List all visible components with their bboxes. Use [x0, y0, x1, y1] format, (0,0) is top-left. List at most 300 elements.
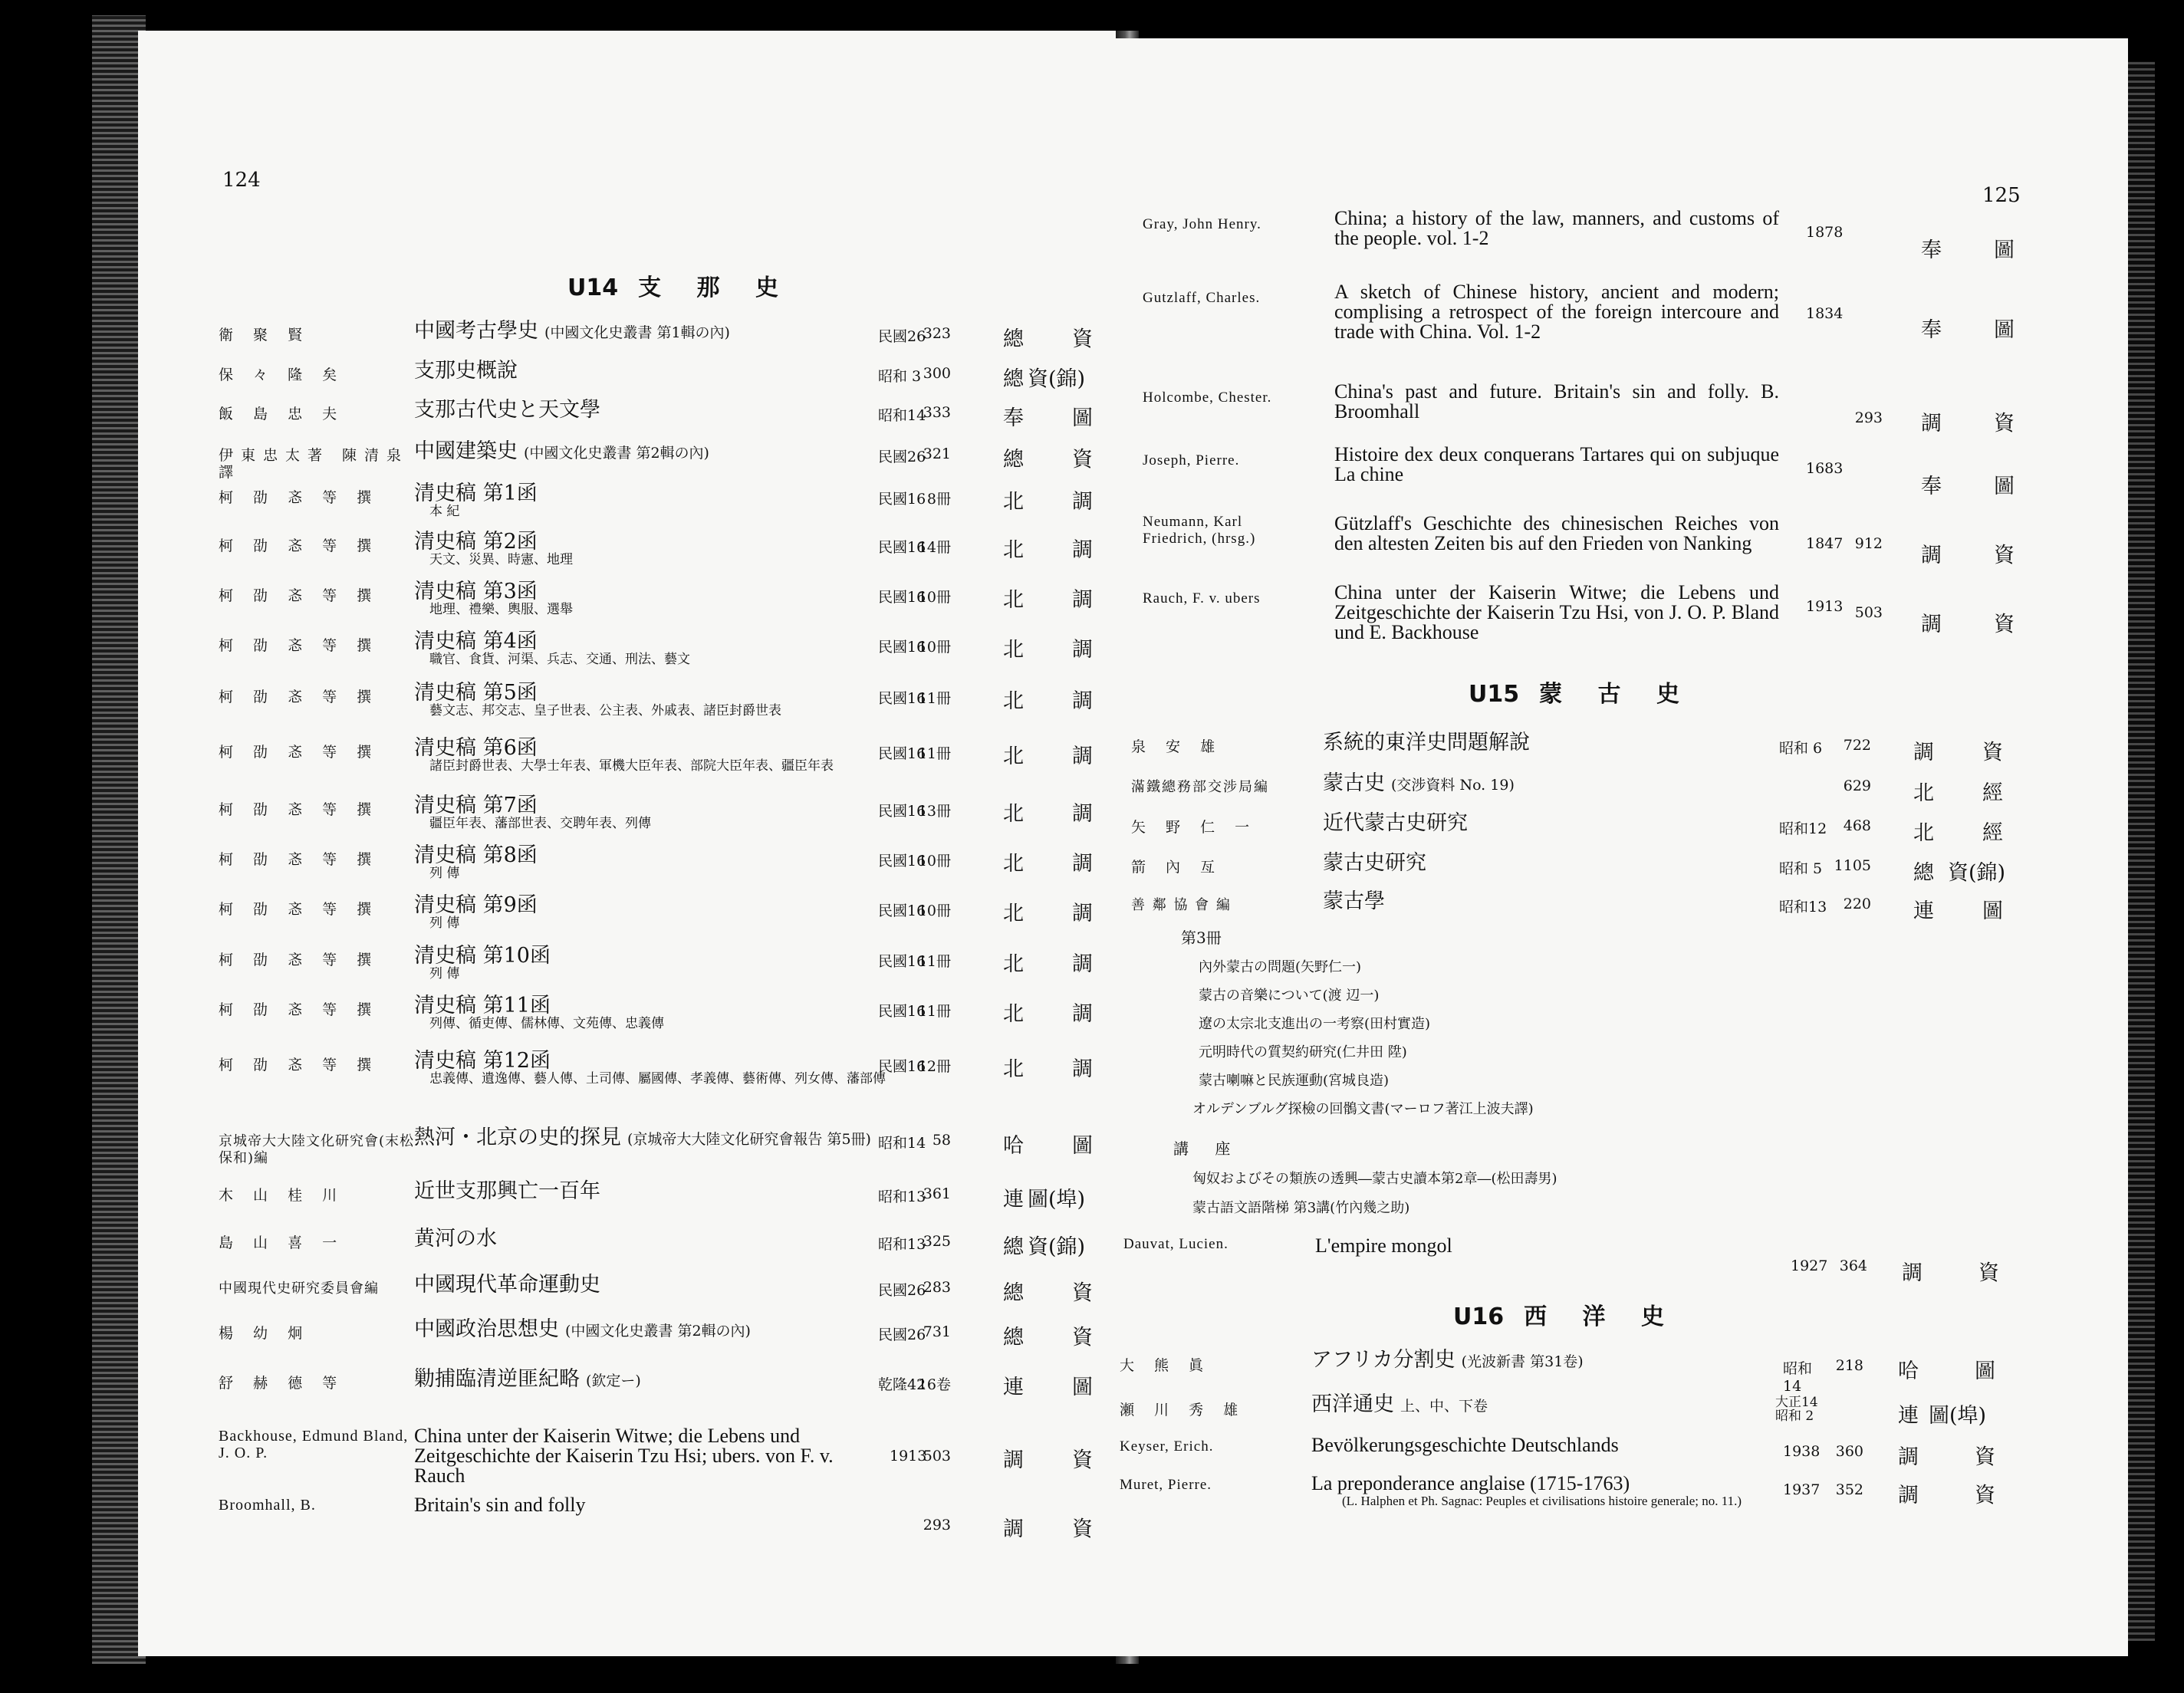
contents-item: 元明時代の質契約研究(仁井田 陞) [1199, 1044, 1407, 1060]
author-cell: 柯 劭 忞 等 撰 [219, 489, 380, 506]
title-cell [414, 321, 890, 342]
title-subtext: (京城帝大大陸文化研究會報告 第5冊) [627, 1131, 871, 1148]
location-1: 北 [1003, 588, 1024, 612]
table-row [138, 1425, 1123, 1487]
title-text: 清史稿 第8函 [414, 843, 538, 867]
pages-cell: 11冊 [917, 1003, 951, 1020]
title-text: 中國現代革命運動史 [414, 1273, 600, 1297]
author-cell: 瀬 川 秀 雄 [1120, 1402, 1246, 1419]
pages-cell: 220 [1843, 896, 1871, 912]
table-row [138, 631, 1123, 677]
pages-cell: 283 [923, 1279, 951, 1296]
author-cell: 柯 劭 忞 等 撰 [219, 637, 380, 654]
author-cell: Dauvat, Lucien. [1123, 1236, 1228, 1252]
title-cell: L'empire mongol [1315, 1234, 1452, 1257]
author-cell: 柯 劭 忞 等 撰 [219, 744, 380, 761]
pages-cell: 300 [923, 365, 951, 382]
title-subtext: 上、中、下卷 [1400, 1398, 1488, 1415]
title-text: 系統的東洋史問題解說 [1323, 731, 1530, 754]
table-row [138, 483, 1123, 529]
table-row [138, 895, 1123, 941]
title-cell [414, 441, 890, 462]
author-cell: Rauch, F. v. ubers [1143, 590, 1261, 607]
location-2: 經 [1982, 821, 2003, 845]
pages-cell: 10冊 [917, 589, 951, 606]
title-text: Britain's sin and folly [414, 1494, 586, 1516]
location-2: 圖 [1994, 238, 2015, 262]
title-cell [414, 1127, 890, 1149]
table-row [1108, 445, 2128, 514]
title-text: 西洋通史 [1311, 1392, 1394, 1416]
author-cell: 楊 幼 炯 [219, 1325, 311, 1342]
title-text: 近世支那興亡一百年 [414, 1179, 600, 1203]
title-subtext: 地理、禮樂、輿服、選舉 [429, 602, 573, 617]
title-text: 中國政治思想史 [414, 1317, 559, 1341]
table-row [138, 531, 1123, 577]
title-text: 支那古代史と天文學 [414, 398, 600, 422]
location-2: 資 [1982, 741, 2003, 764]
contents-item: 遼の太宗北支進出の一考察(田村實造) [1199, 1016, 1431, 1032]
author-cell: 柯 劭 忞 等 撰 [219, 801, 380, 818]
title-subtext: (交涉資料 No. 19) [1391, 777, 1515, 794]
section-code: U15 [1469, 681, 1520, 708]
author-cell: 木 山 桂 川 [219, 1187, 345, 1204]
title-cell [1323, 732, 1783, 754]
title-cell [1311, 1474, 1787, 1508]
year-cell: 1937 [1783, 1481, 1821, 1498]
pages-cell: 11冊 [917, 745, 951, 762]
location-2: 調 [1072, 588, 1093, 612]
title-cell [414, 1495, 874, 1515]
title-subtext: (光波新書 第31卷) [1461, 1353, 1584, 1370]
location-2: 調 [1072, 538, 1093, 562]
table-row [138, 1050, 1123, 1096]
location-2: 資 [1975, 1445, 1995, 1469]
year-cell: 1938 [1783, 1443, 1821, 1460]
location-1: 北 [1003, 902, 1024, 925]
lecture-heading: 講 座 [1173, 1139, 1242, 1158]
title-text: 清史稿 第6函 [414, 736, 538, 760]
year-cell: 民國16 [878, 1058, 926, 1075]
location-2: 資 [1994, 613, 2015, 636]
title-cell [414, 1369, 890, 1390]
title-subtext: 列 傳 [429, 966, 460, 981]
location-1: 哈 [1003, 1134, 1024, 1158]
location-2: 圖 [1975, 1359, 1995, 1383]
location-2: 調 [1072, 490, 1093, 514]
location-1: 哈 [1898, 1359, 1919, 1383]
title-text: China unter der Kaiserin Witwe; die Lebens und Zeitgeschichte der Kaiserin Tzu Hsi; ubers. von F. v. Rauch [414, 1425, 834, 1487]
year-cell: 民國16 [878, 953, 926, 970]
table-row [138, 581, 1123, 627]
lecture-item: 匈奴およびその類族の透興―蒙古史讀本第2章―(松田壽男) [1192, 1171, 1557, 1187]
year-cell: 民國16 [878, 853, 926, 870]
year-cell: 昭和 5 [1779, 860, 1823, 877]
contents-item: 蒙古の音樂について(渡 辺一) [1199, 988, 1380, 1004]
location-1: 北 [1003, 852, 1024, 876]
location-1: 北 [1003, 689, 1024, 713]
title-cell [1311, 1435, 1787, 1455]
title-subtext: 本 紀 [429, 504, 460, 519]
location-1: 調 [1902, 1261, 1923, 1285]
title-text: 清史稿 第11函 [414, 994, 551, 1017]
pages-cell: 321 [923, 445, 951, 462]
section-heading-u16 [1453, 1297, 1678, 1331]
author-cell: Backhouse, Edmund Bland, J. O. P. [219, 1428, 409, 1461]
location-1: 連 [1913, 899, 1934, 923]
location-2: 調 [1072, 745, 1093, 768]
location-2: 經 [1982, 781, 2003, 805]
location-1: 調 [1898, 1484, 1919, 1507]
location-1: 北 [1003, 638, 1024, 662]
table-row [1108, 282, 2128, 351]
title-cell: Histoire dex deux conquerans Tartares qui on subjuque La chine [1334, 443, 1779, 485]
location-2: 圖 [1072, 406, 1093, 430]
title-subtext: 藝文志、邦交志、皇子世表、公主表、外戚表、諸臣封爵世表 [429, 703, 781, 718]
location-2: 資 [1072, 1281, 1093, 1305]
table-row [138, 1181, 1123, 1227]
year-cell: 民國16 [878, 803, 926, 820]
title-text: 清史稿 第9函 [414, 893, 538, 917]
title-cell: China; a history of the law, manners, and customs of the people. vol. 1-2 [1334, 207, 1779, 249]
title-cell: Gützlaff's Geschichte des chinesischen Reiches von den altesten Zeiten bis auf den Frieden von Nanking [1334, 512, 1779, 554]
title-cell [414, 531, 890, 567]
table-row [1108, 891, 2128, 929]
title-text: 黄河の水 [414, 1227, 497, 1251]
location-1: 奉 [1921, 238, 1942, 262]
author-cell: 柯 劭 忞 等 撰 [219, 1001, 380, 1018]
title-text: 勦捕臨清逆匪紀略 [414, 1367, 580, 1391]
table-row [138, 1127, 1123, 1173]
table-row [1108, 773, 2128, 811]
title-subtext: 列 傳 [429, 916, 460, 931]
table-row [1108, 514, 2128, 583]
table-row [1108, 209, 2128, 278]
title-cell [414, 945, 890, 981]
year-cell: 昭和14 [1783, 1360, 1813, 1395]
author-cell: Keyser, Erich. [1120, 1438, 1214, 1455]
table-row [138, 845, 1123, 891]
title-text: 支那史概說 [414, 359, 518, 383]
title-cell [414, 1426, 874, 1486]
title-subtext: 諸臣封爵世表、大學士年表、軍機大臣年表、部院大臣年表、疆臣年表 [429, 758, 834, 774]
pages-cell: 14冊 [917, 539, 951, 556]
location-1: 北 [1913, 781, 1934, 805]
location-2: 資 [1975, 1484, 1995, 1507]
year-cell: 乾隆42 [878, 1376, 926, 1393]
title-cell: A sketch of Chinese history, ancient and modern; complising a retrospect of the foreign intercoure and trade with China. Vol. 1-2 [1334, 281, 1779, 343]
year-cell: 1913 [1806, 598, 1844, 615]
location-2: 圖(埠) [1028, 1188, 1086, 1211]
title-text: 清史稿 第2函 [414, 530, 538, 554]
title-subtext: 疆臣年表、藩部世表、交聘年表、列傳 [429, 816, 651, 831]
author-cell: 舒 赫 德 等 [219, 1375, 345, 1392]
table-row [138, 1319, 1123, 1365]
author-cell: 柯 劭 忞 等 撰 [219, 587, 380, 604]
title-cell: China's past and future. Britain's sin and folly. B. Broomhall [1334, 380, 1779, 422]
author-cell: Neumann, Karl Friedrich, (hrsg.) [1143, 514, 1256, 547]
pages-cell: 503 [923, 1448, 951, 1465]
location-1: 北 [1003, 538, 1024, 562]
table-row [138, 399, 1123, 445]
location-2: 資 [1072, 448, 1093, 472]
year-cell: 昭和 3 [878, 368, 922, 385]
title-subtext: (中國文化史叢書 第2輯の內) [565, 1323, 751, 1340]
year-cell: 昭和13 [878, 1188, 926, 1205]
author-cell: 衛 聚 賢 [219, 327, 311, 344]
title-cell [1323, 813, 1783, 834]
table-row [1108, 1394, 2128, 1440]
title-cell [414, 399, 890, 421]
author-cell: 箭 內 亙 [1131, 859, 1223, 876]
location-1: 總 [1003, 327, 1024, 351]
location-1: 總 [1003, 367, 1024, 391]
title-text: 蒙古史 [1323, 771, 1385, 795]
author-cell: Broomhall, B. [219, 1497, 316, 1514]
year-cell: 1847 [1806, 535, 1844, 552]
pages-cell: 218 [1835, 1357, 1863, 1374]
title-cell [1323, 773, 1783, 794]
title-text: 中國建築史 [414, 439, 518, 463]
contents-item: 內外蒙古の問題(矢野仁一) [1199, 959, 1362, 975]
pages-cell: 333 [923, 404, 951, 421]
table-row [138, 441, 1123, 487]
location-2: 資 [1994, 544, 2015, 567]
table-row [138, 1228, 1123, 1274]
year-cell: 昭和13 [1779, 899, 1827, 916]
pages-cell: 361 [923, 1185, 951, 1202]
pages-cell: 325 [923, 1233, 951, 1250]
author-cell: 大 熊 眞 [1120, 1357, 1212, 1374]
title-text: Bevölkerungsgeschichte Deutschlands [1311, 1434, 1619, 1456]
page-number-right: 125 [1982, 184, 2021, 207]
location-2: 調 [1072, 902, 1093, 925]
contents-item: オルデンブルグ探檢の回鶻文書(マーロフ著江上波夫譯) [1192, 1101, 1534, 1117]
title-text: 熱河・北京の史的探見 [414, 1126, 621, 1149]
author-cell: 矢 野 仁 一 [1131, 819, 1258, 836]
pages-cell: 8冊 [926, 491, 951, 508]
year-cell: 昭和14 [878, 407, 926, 424]
location-2: 資(錦) [1028, 1235, 1086, 1259]
author-cell: 泉 安 雄 [1131, 738, 1223, 755]
title-subtext: 職官、食貨、河渠、兵志、交通、刑法、藝文 [429, 652, 690, 667]
title-subtext: (L. Halphen et Ph. Sagnac: Peuples et civilisations histoire generale; no. 11.) [1342, 1494, 1742, 1508]
location-2: 資 [1994, 412, 2015, 436]
location-1: 總 [1003, 448, 1024, 472]
year-cell: 昭和 6 [1779, 740, 1823, 757]
table-row [1108, 1349, 2128, 1395]
year-cell: 民國16 [878, 1003, 926, 1020]
pages-cell: 11冊 [917, 690, 951, 707]
author-cell: 柯 劭 忞 等 撰 [219, 537, 380, 554]
table-row [1108, 853, 2128, 891]
year-cell: 民國16 [878, 491, 926, 508]
title-cell [414, 1274, 890, 1296]
title-text: 清史稿 第12函 [414, 1049, 551, 1073]
title-cell [1323, 853, 1783, 874]
table-row [1108, 732, 2128, 771]
pages-cell: 10冊 [917, 853, 951, 870]
pages-cell: 323 [923, 325, 951, 342]
table-row [138, 1274, 1123, 1320]
title-cell [414, 1228, 890, 1250]
contents-item: 蒙古喇嘛と民族運動(宮城良造) [1199, 1073, 1390, 1089]
location-1: 調 [1003, 1517, 1024, 1541]
year-cell: 昭和12 [1779, 820, 1827, 837]
left-page [138, 31, 1123, 1656]
location-2: 圖 [1994, 475, 2015, 498]
title-cell [414, 581, 890, 617]
title-text: 中國考古學史 [414, 319, 538, 343]
pages-cell: 10冊 [917, 902, 951, 919]
location-2: 圖(埠) [1929, 1404, 1987, 1428]
title-cell: China unter der Kaiserin Witwe; die Lebens und Zeitgeschichte der Kaiserin Tzu Hsi, von J. O. P. Bland und E. Backhouse [1334, 581, 1779, 643]
title-subtext: (欽定ー) [586, 1372, 641, 1389]
pages-cell: 13冊 [917, 803, 951, 820]
author-cell: 中國現代史研究委員會編 [219, 1280, 379, 1297]
title-cell [414, 845, 890, 881]
location-1: 調 [1921, 613, 1942, 636]
year-cell: 昭和14 [878, 1135, 926, 1152]
location-1: 北 [1003, 745, 1024, 768]
title-text: 近代蒙古史研究 [1323, 811, 1468, 835]
location-1: 總 [1913, 861, 1934, 885]
pages-cell: 352 [1835, 1481, 1863, 1498]
year-cell: 民國16 [878, 902, 926, 919]
location-1: 奉 [1921, 475, 1942, 498]
title-text: 清史稿 第10函 [414, 944, 551, 968]
year-cell: 1834 [1806, 305, 1844, 322]
author-cell: Holcombe, Chester. [1143, 390, 1272, 406]
year-cell: 1913 [890, 1448, 927, 1465]
location-2: 資 [1072, 1326, 1093, 1349]
table-row [1108, 382, 2128, 451]
section-title: 西 洋 史 [1524, 1303, 1678, 1330]
author-cell: Muret, Pierre. [1120, 1477, 1212, 1493]
location-1: 總 [1003, 1326, 1024, 1349]
right-page [1108, 38, 2128, 1656]
location-2: 調 [1072, 952, 1093, 976]
location-2: 調 [1072, 802, 1093, 826]
pages-cell: 364 [1839, 1257, 1867, 1274]
year-cell: 大正14 昭和 2 [1775, 1395, 1818, 1424]
pages-cell: 12冊 [917, 1058, 951, 1075]
location-2: 調 [1072, 852, 1093, 876]
pages-cell: 629 [1843, 777, 1871, 794]
title-subtext: 列傳、循吏傳、儒林傳、文苑傳、忠義傳 [429, 1016, 664, 1031]
pages-cell: 912 [1854, 535, 1883, 552]
author-cell: 柯 劭 忞 等 撰 [219, 851, 380, 868]
location-1: 連 [1003, 1376, 1024, 1399]
location-1: 北 [1003, 490, 1024, 514]
table-row [138, 1369, 1123, 1415]
title-subtext: (中國文化史叢書 第2輯の內) [524, 445, 709, 462]
author-cell: 柯 劭 忞 等 撰 [219, 689, 380, 705]
title-cell [414, 1319, 890, 1340]
author-cell: Joseph, Pierre. [1143, 452, 1240, 468]
table-row [1108, 1474, 2128, 1520]
title-cell [414, 738, 890, 774]
title-subtext: 列 傳 [429, 866, 460, 881]
location-1: 北 [1003, 952, 1024, 976]
pages-cell: 58 [932, 1132, 951, 1149]
location-1: 調 [1003, 1448, 1024, 1472]
year-cell: 民國26 [878, 328, 926, 345]
location-2: 資 [1072, 1448, 1093, 1472]
year-cell: 民國16 [878, 589, 926, 606]
year-cell: 民國26 [878, 449, 926, 465]
author-cell: 保 々 隆 矣 [219, 367, 345, 383]
location-1: 總 [1003, 1281, 1024, 1305]
title-subtext: 忠義傳、遺逸傳、藝人傳、土司傳、屬國傳、孝義傳、藝術傳、列女傳、藩部傳 [429, 1071, 886, 1086]
location-2: 調 [1072, 689, 1093, 713]
table-row [138, 321, 1123, 367]
title-text: La preponderance anglaise (1715-1763) [1311, 1472, 1630, 1494]
location-1: 調 [1913, 741, 1934, 764]
pages-cell: 731 [923, 1323, 951, 1340]
location-1: 北 [1003, 802, 1024, 826]
author-cell: 京城帝大大陸文化研究會(末松保和)編 [219, 1133, 415, 1166]
author-cell: 滿鐵總務部交涉局編 [1131, 779, 1269, 795]
location-1: 奉 [1921, 318, 1942, 342]
title-cell [414, 631, 890, 667]
pages-cell: 468 [1843, 817, 1871, 834]
title-cell [1323, 891, 1783, 912]
table-row [138, 795, 1123, 841]
title-text: 蒙古學 [1323, 889, 1385, 913]
title-text: 清史稿 第5函 [414, 681, 538, 705]
pages-cell: 293 [1854, 409, 1883, 426]
section-heading-u15 [1469, 675, 1693, 708]
title-subtext: (中國文化史叢書 第1輯の內) [544, 324, 730, 341]
pages-cell: 722 [1843, 737, 1871, 754]
location-1: 北 [1003, 1057, 1024, 1081]
author-cell: 飯 島 忠 夫 [219, 406, 345, 422]
location-2: 圖 [1982, 899, 2003, 923]
pages-cell: 11冊 [917, 953, 951, 970]
title-text: 清史稿 第4函 [414, 630, 538, 653]
section-title: 蒙 古 史 [1539, 681, 1693, 708]
contents-heading: 第3冊 [1181, 929, 1222, 947]
year-cell: 民國26 [878, 1282, 926, 1299]
location-2: 調 [1072, 1057, 1093, 1081]
title-cell [414, 1181, 890, 1202]
author-cell: 柯 劭 忞 等 撰 [219, 952, 380, 968]
table-row [1108, 1234, 2128, 1288]
year-cell: 民國16 [878, 745, 926, 762]
location-2: 資(錦) [1028, 367, 1086, 391]
table-row [138, 945, 1123, 991]
author-cell: 島 山 喜 一 [219, 1234, 345, 1251]
title-cell [414, 682, 890, 718]
location-2: 圖 [1072, 1134, 1093, 1158]
location-1: 北 [1003, 1002, 1024, 1026]
title-cell [414, 360, 890, 382]
section-title: 支 那 史 [638, 274, 792, 301]
title-subtext: 天文、災異、時憲、地理 [429, 552, 573, 567]
location-2: 圖 [1072, 1376, 1093, 1399]
location-1: 奉 [1003, 406, 1024, 430]
location-1: 連 [1003, 1188, 1024, 1211]
title-cell [414, 483, 890, 519]
table-row [1108, 813, 2128, 851]
location-2: 資(錦) [1948, 861, 2006, 885]
table-row [138, 995, 1123, 1041]
location-1: 北 [1913, 821, 1934, 845]
location-2: 資 [1072, 1517, 1093, 1541]
table-row [138, 682, 1123, 728]
table-row [138, 1495, 1123, 1541]
